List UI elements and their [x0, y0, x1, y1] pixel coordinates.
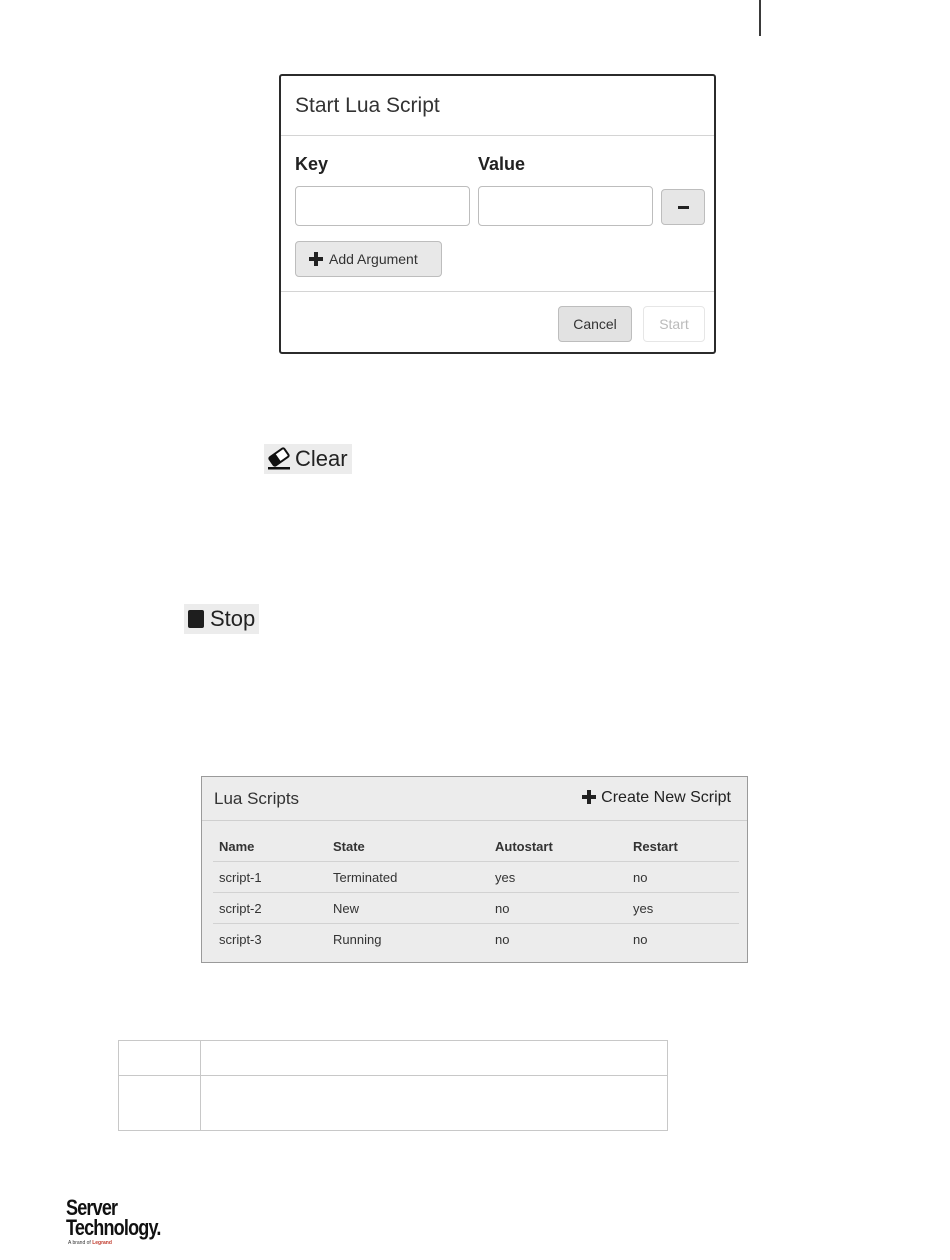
create-new-script-button[interactable]	[582, 789, 731, 807]
logo-tagline	[68, 1240, 112, 1246]
column-header-restart[interactable]: Restart	[627, 832, 739, 862]
script-autostart-cell: no	[489, 893, 627, 924]
table-cell	[119, 1076, 201, 1131]
script-name-cell: script-2	[213, 893, 327, 924]
start-lua-script-dialog	[279, 74, 716, 354]
eraser-icon	[266, 447, 292, 471]
dialog-footer-divider	[281, 291, 714, 292]
script-state-cell: Running	[333, 931, 382, 947]
logo-line-1: Server	[66, 1195, 118, 1220]
clear-button[interactable]	[264, 444, 352, 474]
table-cell	[201, 1041, 668, 1076]
script-state-cell: New	[327, 893, 489, 924]
table-row[interactable]	[213, 862, 739, 893]
script-state-cell: Terminated	[327, 862, 489, 893]
column-header-name[interactable]: Name	[213, 832, 327, 862]
table-cell	[201, 1076, 668, 1131]
table-row[interactable]	[213, 924, 739, 955]
panel-title: Lua Scripts	[214, 789, 300, 808]
server-technology-logo	[66, 1195, 176, 1250]
stop-label: Stop	[210, 606, 256, 631]
add-argument-label: Add Argument	[329, 251, 418, 267]
plus-icon	[309, 252, 323, 266]
empty-table	[118, 1040, 668, 1131]
argument-key-input[interactable]	[295, 186, 470, 226]
stop-icon	[188, 610, 204, 628]
table-cell	[119, 1041, 201, 1076]
dialog-title: Start Lua Script	[295, 94, 440, 117]
start-button[interactable]: Start	[643, 306, 705, 342]
logo-line-2: Technology.	[66, 1215, 161, 1240]
panel-header-divider	[202, 820, 747, 821]
key-column-label: Key	[295, 154, 329, 174]
stop-button[interactable]	[184, 604, 259, 634]
cancel-button[interactable]: Cancel	[558, 306, 632, 342]
script-restart-cell: no	[627, 862, 739, 893]
column-header-state[interactable]: State	[327, 832, 489, 862]
add-argument-button[interactable]	[295, 241, 442, 277]
script-restart-cell: no	[633, 931, 648, 947]
table-row	[119, 1076, 668, 1131]
plus-icon	[582, 790, 596, 804]
script-name-cell: script-1	[213, 862, 327, 893]
table-row	[119, 1041, 668, 1076]
scripts-table	[213, 832, 739, 954]
script-restart-cell: yes	[627, 893, 739, 924]
remove-argument-button[interactable]	[661, 189, 705, 225]
table-header-row	[213, 832, 739, 862]
column-header-autostart[interactable]: Autostart	[489, 832, 627, 862]
logo-tagline-prefix: A brand of	[68, 1240, 93, 1246]
dialog-header-divider	[281, 135, 714, 136]
script-name-cell: script-3	[219, 931, 262, 947]
logo-tagline-brand: Legrand	[92, 1240, 112, 1246]
create-new-script-label: Create New Script	[601, 789, 731, 806]
script-autostart-cell: yes	[489, 862, 627, 893]
clear-label: Clear	[295, 446, 348, 471]
value-column-label: Value	[478, 154, 526, 174]
page-edge-rule	[759, 0, 761, 36]
script-autostart-cell: no	[495, 931, 510, 947]
argument-value-input[interactable]	[478, 186, 653, 226]
lua-scripts-panel	[201, 776, 748, 963]
table-row[interactable]	[213, 893, 739, 924]
minus-icon	[678, 206, 689, 209]
